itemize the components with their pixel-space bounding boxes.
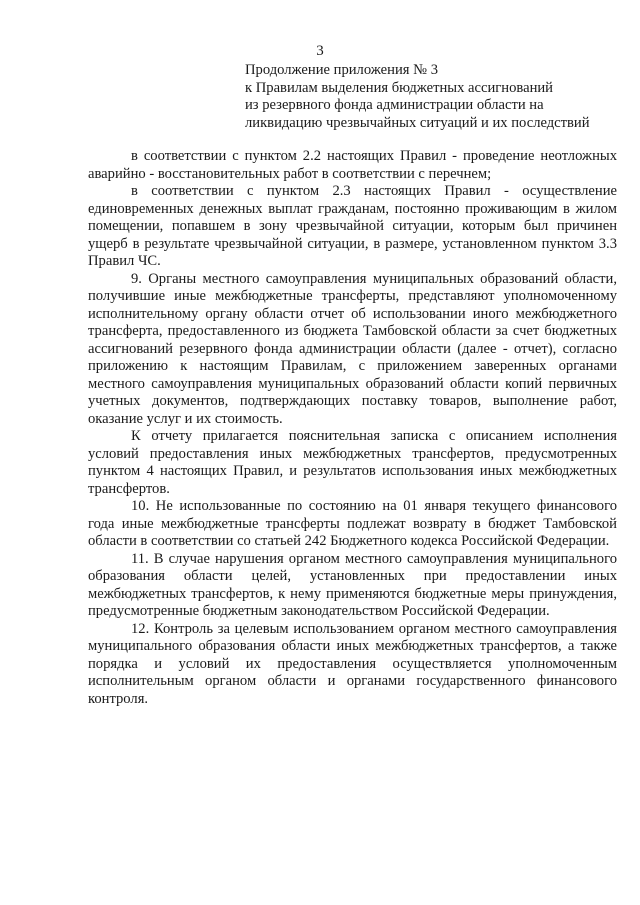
appendix-header: [245, 62, 625, 132]
header-line: из резервного фонда администрации области на: [245, 97, 544, 113]
paragraph-item-2-2: в соответствии с пунктом 2.2 настоящих Правил - проведение неотложных аварийно - восстановительных работ в соответствии с перечнем;: [88, 148, 617, 182]
paragraph-12: 12. Контроль за целевым использованием органом местного самоуправления муниципального образования области иных межбюджетных трансфертов, а также порядка и условий их предоставления осуществляется уполномоченным исполнительным органом области и органами государственного финансового контроля.: [88, 620, 617, 707]
paragraph-item-2-3: в соответствии с пунктом 2.3 настоящих Правил - осуществление единовременных денежных выплат гражданам, постоянно проживающим в жилом помещении, попавшем в зону чрезвычайной ситуации, которым был причинен ущерб в результате чрезвычайной ситуации, в размере, установленном пунктом 3.3 Правил ЧС.: [88, 183, 617, 269]
paragraph-report-note: К отчету прилагается пояснительная записка с описанием исполнения условий предоставления иных межбюджетных трансфертов, предусмотренных пунктом 4 настоящих Правил, и результатов использования иных межбюджетных трансфертов.: [88, 428, 617, 497]
paragraph-10: 10. Не использованные по состоянию на 01 января текущего финансового года иные межбюджетные трансферты подлежат возврату в бюджет Тамбовской области в соответствии со статьей 242 Бюджетного кодекса Российской Федерации.: [88, 498, 617, 549]
page-number: 3: [316, 43, 324, 59]
document-body: [88, 148, 617, 708]
header-line: Продолжение приложения № 3: [245, 62, 438, 78]
paragraph-9: 9. Органы местного самоуправления муниципальных образований области, получившие иные межбюджетные трансферты, представляют уполномоченному исполнительному органу области отчет об использовании иного межбюджетного трансферта, предоставленного из бюджета Тамбовской области за счет бюджетных ассигнований резервного фонда администрации области (далее - отчет), согласно приложению к настоящим Правилам, с приложением заверенных органами местного самоуправления муниципальных образований области копий первичных учетных документов, подтверждающих поставку товаров, выполнение работ, оказание услуг и их стоимость.: [88, 270, 617, 427]
paragraph-11: 11. В случае нарушения органом местного самоуправления муниципального образования области целей, установленных при предоставлении иных межбюджетных трансфертов, к нему применяются бюджетные меры принуждения, предусмотренные бюджетным законодательством Российской Федерации.: [88, 550, 617, 619]
header-line: ликвидацию чрезвычайных ситуаций и их последствий: [245, 114, 590, 131]
header-line: к Правилам выделения бюджетных ассигнований: [245, 79, 553, 96]
